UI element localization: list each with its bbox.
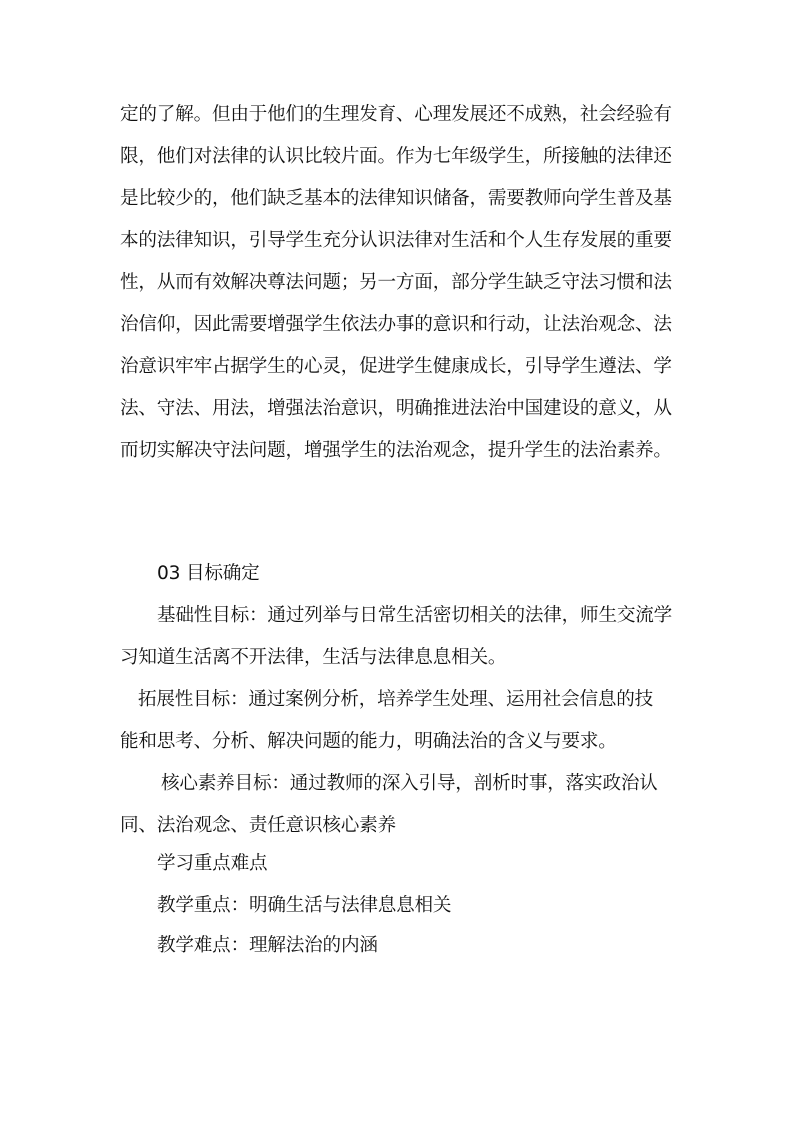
- paragraph-line: 而切实解决守法问题，增强学生的法治观念，提升学生的法治素养。: [120, 440, 672, 461]
- teaching-difficulty: 教学难点：理解法治的内涵: [157, 935, 378, 956]
- paragraph-line: 法、守法、用法，增强法治意识，明确推进法治中国建设的意义，从: [120, 398, 672, 419]
- paragraph-line: 限，他们对法律的认识比较片面。作为七年级学生，所接触的法律还: [120, 146, 672, 167]
- paragraph-line: 性，从而有效解决尊法问题；另一方面，部分学生缺乏守法习惯和法: [120, 272, 672, 293]
- paragraph-line: 治信仰，因此需要增强学生依法办事的意识和行动，让法治观念、法: [120, 314, 672, 335]
- basic-goal-line: 基础性目标：通过列举与日常生活密切相关的法律，师生交流学: [157, 605, 673, 626]
- basic-goal-line: 习知道生活离不开法律，生活与法律息息相关。: [120, 647, 507, 668]
- core-goal-line: 同、法治观念、责任意识核心素养: [120, 815, 396, 836]
- core-goal-line: 核心素养目标：通过教师的深入引导，剖析时事，落实政治认: [161, 773, 658, 794]
- teaching-focus: 教学重点：明确生活与法律息息相关: [157, 895, 452, 916]
- section-heading: 03 目标确定: [157, 563, 260, 584]
- paragraph-line: 本的法律知识，引导学生充分认识法律对生活和个人生存发展的重要: [120, 230, 672, 251]
- paragraph-line: 是比较少的，他们缺乏基本的法律知识储备，需要教师向学生普及基: [120, 188, 672, 209]
- extended-goal-line: 能和思考、分析、解决问题的能力，明确法治的含义与要求。: [120, 731, 617, 752]
- paragraph-line: 定的了解。但由于他们的生理发育、心理发展还不成熟，社会经验有: [120, 104, 672, 125]
- paragraph-line: 治意识牢牢占据学生的心灵，促进学生健康成长，引导学生遵法、学: [120, 356, 672, 377]
- key-points-heading: 学习重点难点: [157, 853, 268, 874]
- extended-goal-line: 拓展性目标：通过案例分析，培养学生处理、运用社会信息的技: [138, 689, 654, 710]
